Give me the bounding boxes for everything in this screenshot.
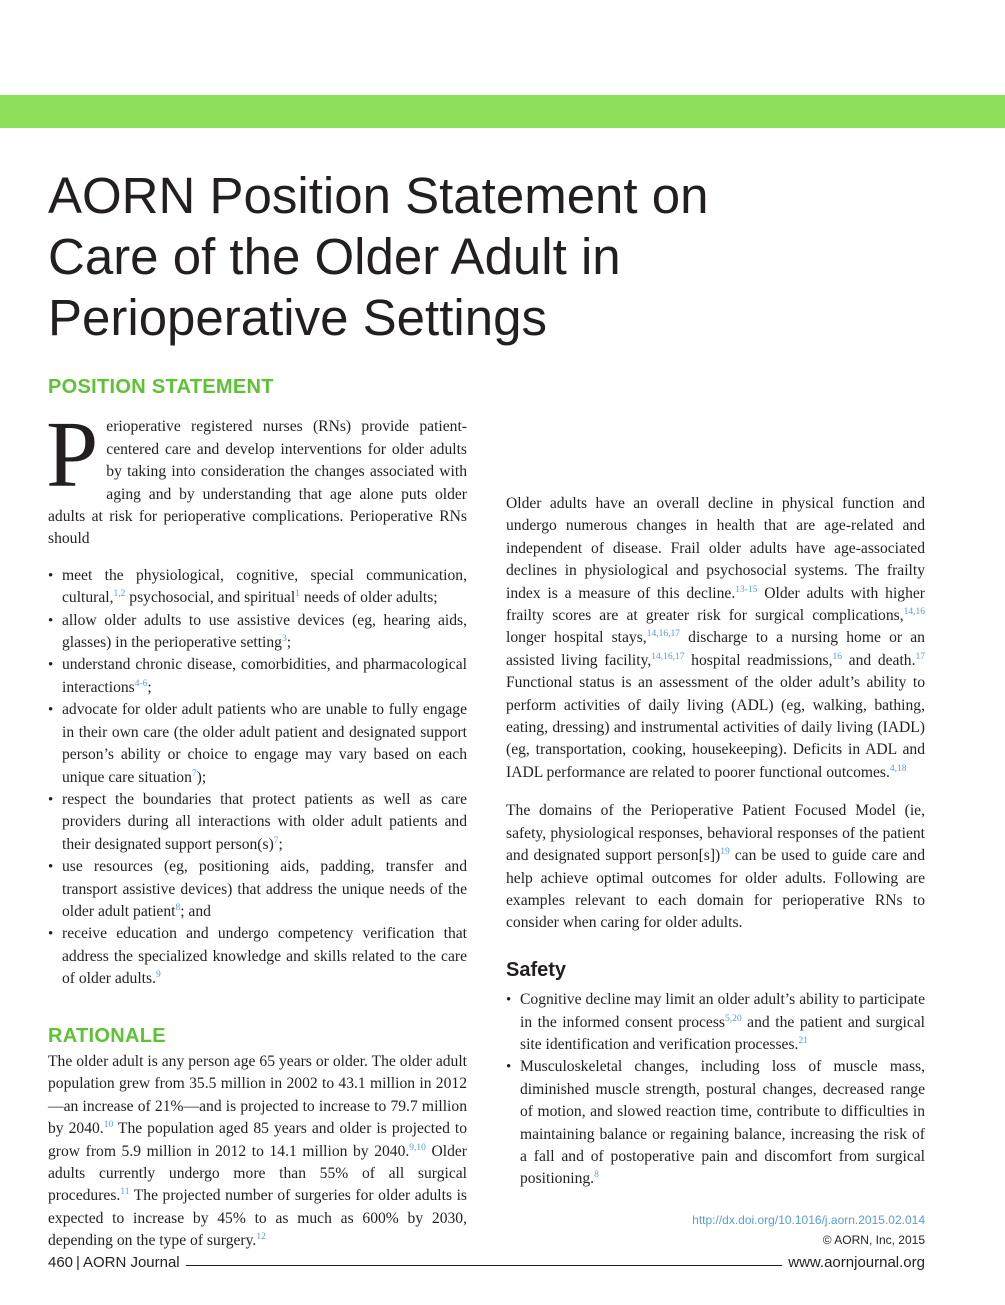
reference-link[interactable]: 4-6 [134, 678, 148, 689]
reference-link[interactable]: 10 [103, 1120, 114, 1131]
rationale-paragraph-2: Older adults have an overall decline in physical function and undergo numerous changes in health that are age-related and independent of disease. Frail older adults have age-associated declines in physiological and psychosocial systems. The frailty index is a measure of this decline.$^{13-15}$ Older adults with higher frailty scores are at greater risk for surgical complications,$^{14,16}$ longer hospital stays,$^{14,16,17}$ discharge to a nursing home or an assisted living facility,$^{14,16,17}$ hospital readmissions,$^{16}$ and death.$^{17}$ Functional status is an assessment of the older adult’s ability to perform activities of daily living (ADL) (eg, walking, bathing, eating, dressing) and instrumental activities of daily living (IADL) (eg, transportation, cooking, housekeeping). Deficits in ADL and IADL performance are related to poorer functional outcomes.$^{4,18}$ [506, 495, 925, 781]
reference-link[interactable]: 14,16,17 [651, 651, 685, 662]
title-line-3: Perioperative Settings [48, 289, 547, 346]
reference-link[interactable]: 19 [720, 847, 730, 858]
intro-text: erioperative registered nurses (RNs) provide patient-centered care and develop interventions for older adults by taking into consideration the changes associated with aging and by understanding that age alone puts older adults at risk for perioperative complications. Perioperative RNs should [48, 418, 467, 548]
reference-link[interactable]: 17 [915, 651, 925, 662]
safety-bullet-list [506, 989, 925, 1191]
reference-link[interactable]: 7 [273, 835, 279, 846]
list-item: • understand chronic disease, comorbidities, and pharmacological interactions$^{4-6}$; [48, 654, 467, 699]
list-item: • use resources (eg, positioning aids, padding, transfer and transport assistive devices) that address the unique needs of the older adult patient$^8$; and [48, 856, 467, 923]
rationale-heading: RATIONALE [48, 1024, 166, 1047]
reference-link[interactable]: 21 [798, 1035, 808, 1046]
reference-link[interactable]: 13-15 [735, 584, 758, 595]
list-item: • Musculoskeletal changes, including loss of muscle mass, diminished muscle strength, postural changes, decreased range of motion, and slowed reaction time, contribute to difficulties in maintaining balance or regaining balance, increasing the risk of a fall and of postoperative pain and discomfort from surgical positioning.$^8$ [506, 1056, 925, 1190]
reference-link[interactable]: 1 [295, 589, 300, 600]
list-item: • allow older adults to use assistive devices (eg, hearing aids, glasses) in the perioperative setting$^3$; [48, 610, 467, 655]
article-title [48, 165, 768, 348]
reference-link[interactable]: 7 [191, 768, 197, 779]
footer-separator: | [76, 1254, 80, 1271]
list-item: • advocate for older adult patients who are unable to fully engage in their own care (the older adult patient and designated support person’s ability or choice to engage may vary based on each unique care situation$^7$); [48, 699, 467, 789]
right-column [506, 377, 925, 1191]
list-item: • receive education and undergo competency verification that address the specialized knowledge and skills related to the care of older adults.$^9$ [48, 923, 467, 990]
reference-link[interactable]: 8 [175, 902, 181, 913]
title-line-2: Care of the Older Adult in [48, 228, 621, 285]
header-accent-bar [0, 95, 1005, 128]
page-number: 460 [48, 1254, 74, 1271]
list-item: • respect the boundaries that protect patients as well as care providers during all interactions with older adult patients and their designated support $person(s)^7$; [48, 789, 467, 856]
drop-cap: P [46, 403, 99, 508]
footer-page-info [48, 1254, 186, 1271]
list-item: • meet the physiological, cognitive, special communication, cultural,$^{1,2}$ psychosocial, and spiritual$^1$ needs of older adults; [48, 565, 467, 610]
list-item: • Cognitive decline may limit an older adult’s ability to participate in the informed consent process$^{5,20}$ and the patient and surgical site identification and verification processes.$^{21}$ [506, 989, 925, 1056]
position-bullet-list [48, 565, 467, 991]
journal-website-link[interactable]: www.aornjournal.org [782, 1254, 925, 1271]
safety-heading: Safety [506, 958, 567, 981]
reference-link[interactable]: 14,16,17 [646, 629, 680, 640]
reference-link[interactable]: 3 [281, 634, 287, 645]
reference-link[interactable]: 12 [256, 1232, 266, 1243]
reference-link[interactable]: 16 [832, 651, 843, 662]
journal-name: AORN Journal [82, 1254, 180, 1271]
reference-link[interactable]: 4,18 [889, 763, 907, 774]
reference-link[interactable]: 14,16 [903, 607, 925, 618]
copyright-notice: © AORN, Inc, 2015 [822, 1233, 925, 1247]
rationale-paragraph-1: The older adult is any person age 65 years or older. The older adult population grew from 35.5 million in 2002 to 43.1 million in 2012—an increase of 21%—and is projected to increase to 79.7 million by 2040.10 The population aged 85 years and older is projected to grow from 5.9 million in 2012 to 14.1 million by 2040.$^{9,10}$ Older adults currently undergo more than 55% of all surgical procedures.$^{11}$ The projected number of surgeries for older adults is expected to increase by 45% to as much as 600% by 2030, depending on the type of surgery.$^{12}$ [48, 1052, 468, 1250]
doi-link[interactable]: http://dx.doi.org/10.1016/j.aorn.2015.02.014 [692, 1213, 925, 1227]
title-line-1: AORN Position Statement on [48, 167, 709, 224]
rationale-paragraph-3: The domains of the Perioperative Patient Focused Model (ie, safety, physiological responses, behavioral responses of the patient and designated support person[s])$^{19}$ can be used to guide care and help achieve optimal outcomes for older adults. Following are examples relevant to each domain for perioperative RNs to consider when caring for older adults. [506, 802, 925, 932]
reference-link[interactable]: 11 [120, 1187, 130, 1198]
intro-paragraph [46, 403, 467, 550]
reference-link[interactable]: 1,2 [113, 589, 126, 600]
position-statement-heading: POSITION STATEMENT [48, 376, 274, 398]
reference-link[interactable]: 9 [155, 970, 161, 981]
reference-link[interactable]: 8 [594, 1170, 599, 1181]
reference-link[interactable]: 5,20 [724, 1013, 742, 1024]
reference-link[interactable]: 9,10 [409, 1142, 426, 1153]
page-footer [48, 1254, 925, 1274]
left-column [48, 376, 467, 1253]
